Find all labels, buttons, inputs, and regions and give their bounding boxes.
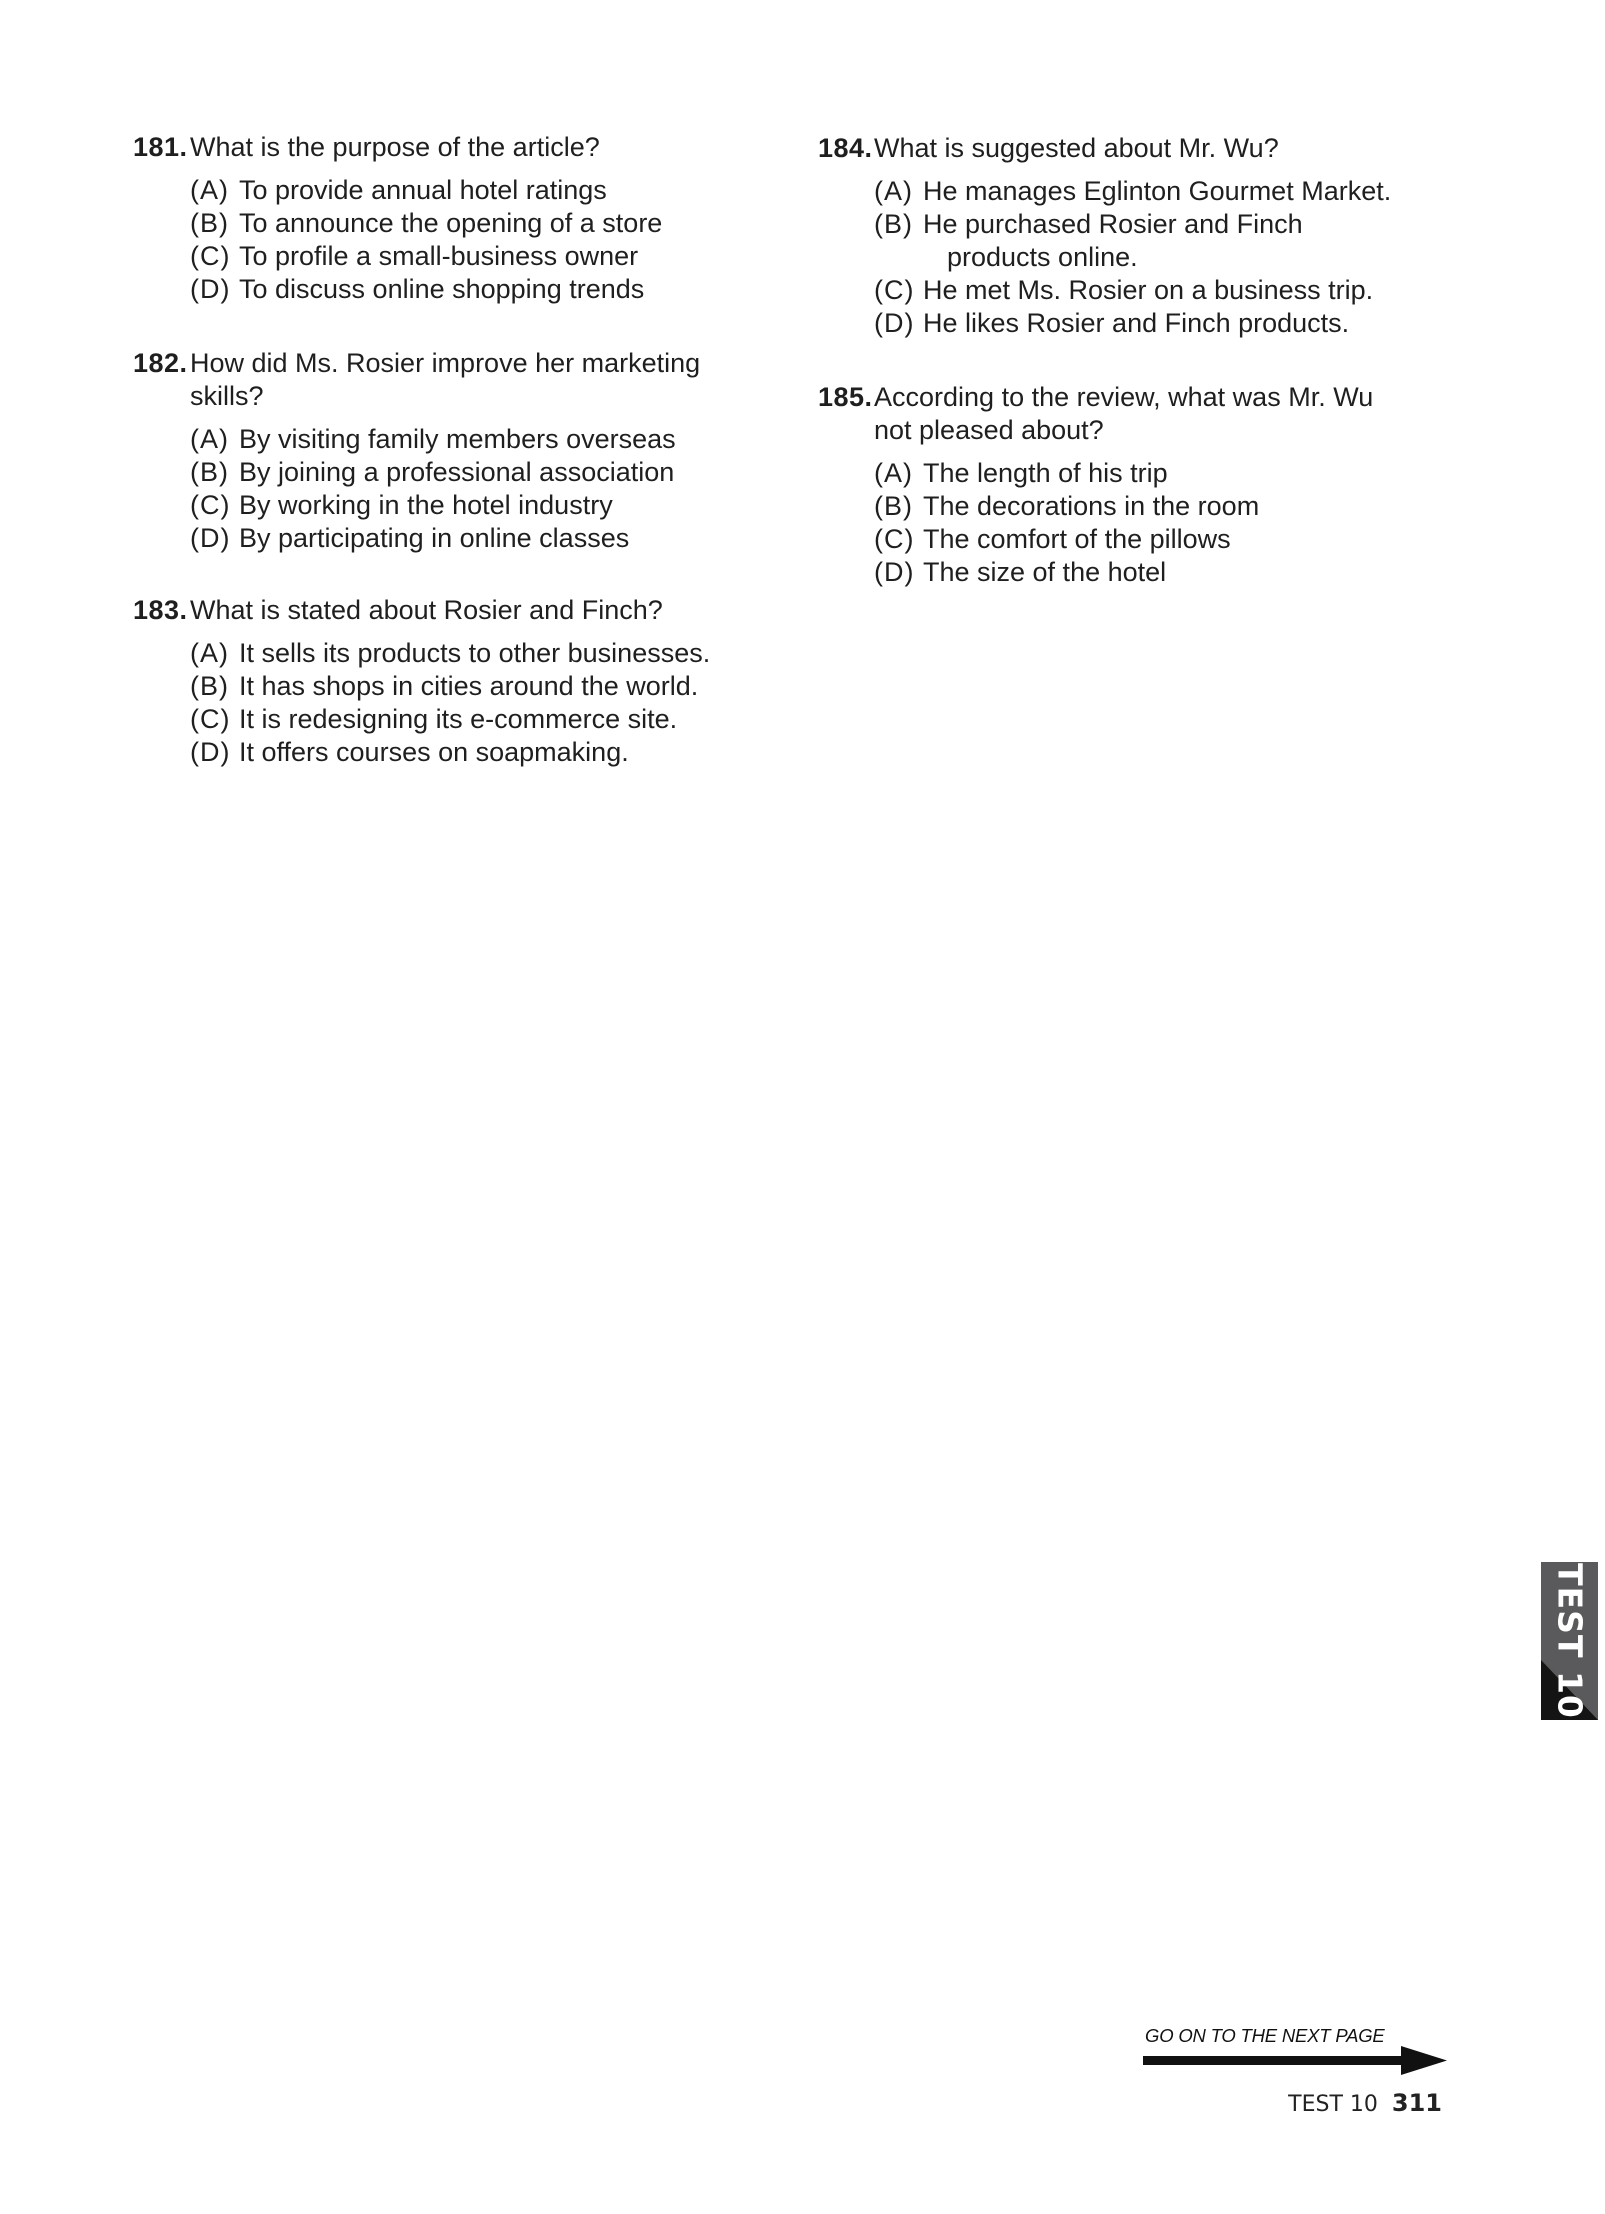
option-c[interactable] [190,703,793,736]
option-b[interactable] [874,208,1458,274]
page-number: 311 [1391,2089,1442,2117]
option-letter: (A) [190,424,229,454]
question-183 [133,594,793,769]
option-text: By working in the hotel industry [239,490,613,520]
question-number: 182. [133,348,188,378]
option-text-continuation: products online. [947,242,1138,272]
option-text: The length of his trip [923,458,1168,488]
option-letter: (A) [874,176,913,206]
option-text: The comfort of the pillows [923,524,1231,554]
footer-test-label: TEST 10 [1288,2092,1378,2117]
option-b[interactable] [190,456,773,489]
option-text: The decorations in the room [923,491,1260,521]
question-text: What is suggested about Mr. Wu? [874,133,1279,163]
option-letter: (D) [874,557,915,587]
option-letter: (A) [190,638,229,668]
question-number: 185. [818,382,873,412]
option-text: To profile a small-business owner [239,241,639,271]
question-181 [133,131,773,306]
option-letter: (D) [190,737,231,767]
option-letter: (B) [190,671,229,701]
option-a[interactable] [190,174,773,207]
option-d[interactable] [190,273,773,306]
option-text: To discuss online shopping trends [239,274,645,304]
answer-options [874,175,1458,340]
option-c[interactable] [190,489,773,522]
option-letter: (C) [190,490,231,520]
question-number: 183. [133,595,188,625]
option-letter: (A) [874,458,913,488]
question-184 [818,132,1458,340]
next-page-indicator [1143,2025,1448,2075]
test-section-tab [1541,1562,1598,1720]
option-c[interactable] [874,523,1458,556]
option-letter: (B) [190,457,229,487]
option-d[interactable] [190,736,793,769]
option-letter: (C) [874,524,915,554]
answer-options [190,423,773,555]
option-text: To provide annual hotel ratings [239,175,607,205]
option-text: He likes Rosier and Finch products. [923,308,1350,338]
option-text: It offers courses on soapmaking. [239,737,629,767]
option-a[interactable] [874,457,1458,490]
question-185 [818,381,1458,589]
question-text: What is the purpose of the article? [190,132,600,162]
option-letter: (B) [874,491,913,521]
option-letter: (B) [190,208,229,238]
option-text: By visiting family members overseas [239,424,676,454]
option-text: He purchased Rosier and Finch [923,209,1303,239]
question-182 [133,347,773,555]
question-stem [818,381,1458,447]
option-letter: (D) [874,308,915,338]
option-text: By joining a professional association [239,457,675,487]
option-letter: (C) [874,275,915,305]
option-letter: (A) [190,175,229,205]
next-page-label: GO ON TO THE NEXT PAGE [1145,2025,1385,2046]
option-letter: (B) [874,209,913,239]
option-text: It is redesigning its e-commerce site. [239,704,678,734]
option-b[interactable] [874,490,1458,523]
option-letter: (D) [190,523,231,553]
question-text: How did Ms. Rosier improve her marketing skills? [190,348,701,411]
option-text: It sells its products to other businesses. [239,638,711,668]
question-stem [133,131,773,164]
option-text: He manages Eglinton Gourmet Market. [923,176,1392,206]
question-stem [133,594,793,627]
option-text: It has shops in cities around the world. [239,671,699,701]
question-number: 184. [818,133,873,163]
option-b[interactable] [190,207,773,240]
tab-label: TEST 10 [1550,1563,1589,1719]
option-c[interactable] [874,274,1458,307]
question-stem [133,347,773,413]
option-text: By participating in online classes [239,523,630,553]
question-text: What is stated about Rosier and Finch? [190,595,663,625]
question-stem [818,132,1458,165]
answer-options [190,637,793,769]
option-a[interactable] [190,423,773,456]
question-text: According to the review, what was Mr. Wu not pleased about? [874,382,1374,445]
option-a[interactable] [874,175,1458,208]
option-c[interactable] [190,240,773,273]
option-letter: (D) [190,274,231,304]
question-number: 181. [133,132,188,162]
option-a[interactable] [190,637,793,670]
option-d[interactable] [190,522,773,555]
option-text: The size of the hotel [923,557,1167,587]
option-d[interactable] [874,307,1458,340]
option-d[interactable] [874,556,1458,589]
answer-options [190,174,773,306]
page-footer [1288,2089,1442,2117]
option-b[interactable] [190,670,793,703]
option-text: To announce the opening of a store [239,208,663,238]
answer-options [874,457,1458,589]
option-letter: (C) [190,241,231,271]
option-letter: (C) [190,704,231,734]
option-text: He met Ms. Rosier on a business trip. [923,275,1374,305]
right-arrow-icon [1143,2046,1448,2076]
